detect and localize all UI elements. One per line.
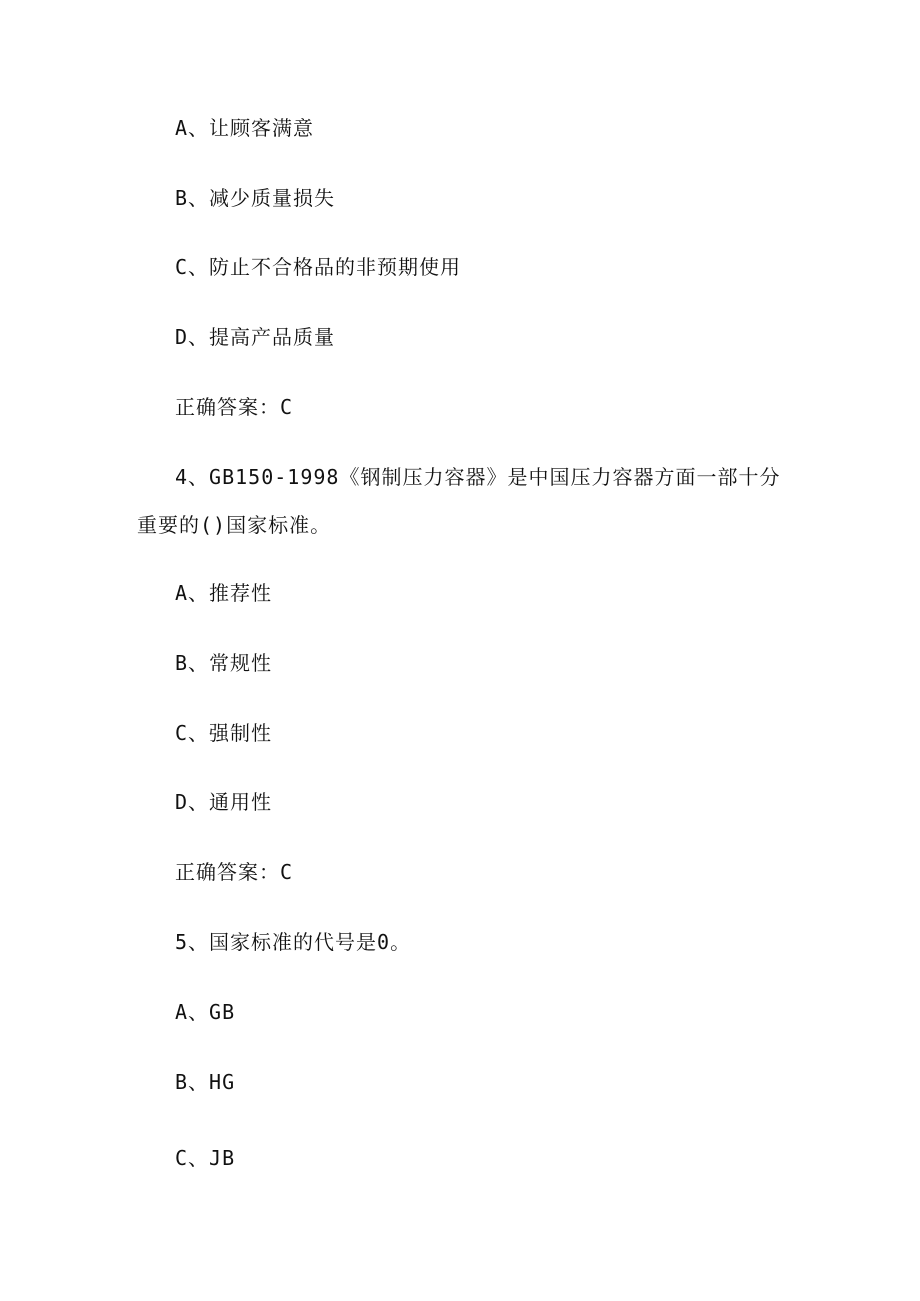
option-a-q4: A、推荐性 <box>175 581 273 605</box>
question-5: 5、国家标准的代号是0。 <box>175 930 412 954</box>
option-c-q5: C、JB <box>175 1146 236 1170</box>
option-b-q5: B、HG <box>175 1070 236 1094</box>
option-d-q4: D、通用性 <box>175 790 273 814</box>
question-4-line-1: 4、GB150-1998《钢制压力容器》是中国压力容器方面一部十分 <box>175 465 781 489</box>
answer-q3: 正确答案：C <box>175 395 294 419</box>
question-4-line-2: 重要的()国家标准。 <box>137 513 332 537</box>
option-d-q3: D、提高产品质量 <box>175 325 336 349</box>
option-c-q3: C、防止不合格品的非预期使用 <box>175 255 462 279</box>
option-b-q3: B、减少质量损失 <box>175 186 336 210</box>
option-a-q5: A、GB <box>175 1000 236 1024</box>
option-a-q3: A、让顾客满意 <box>175 116 315 140</box>
answer-q4: 正确答案：C <box>175 860 294 884</box>
option-c-q4: C、强制性 <box>175 721 273 745</box>
option-b-q4: B、常规性 <box>175 651 273 675</box>
